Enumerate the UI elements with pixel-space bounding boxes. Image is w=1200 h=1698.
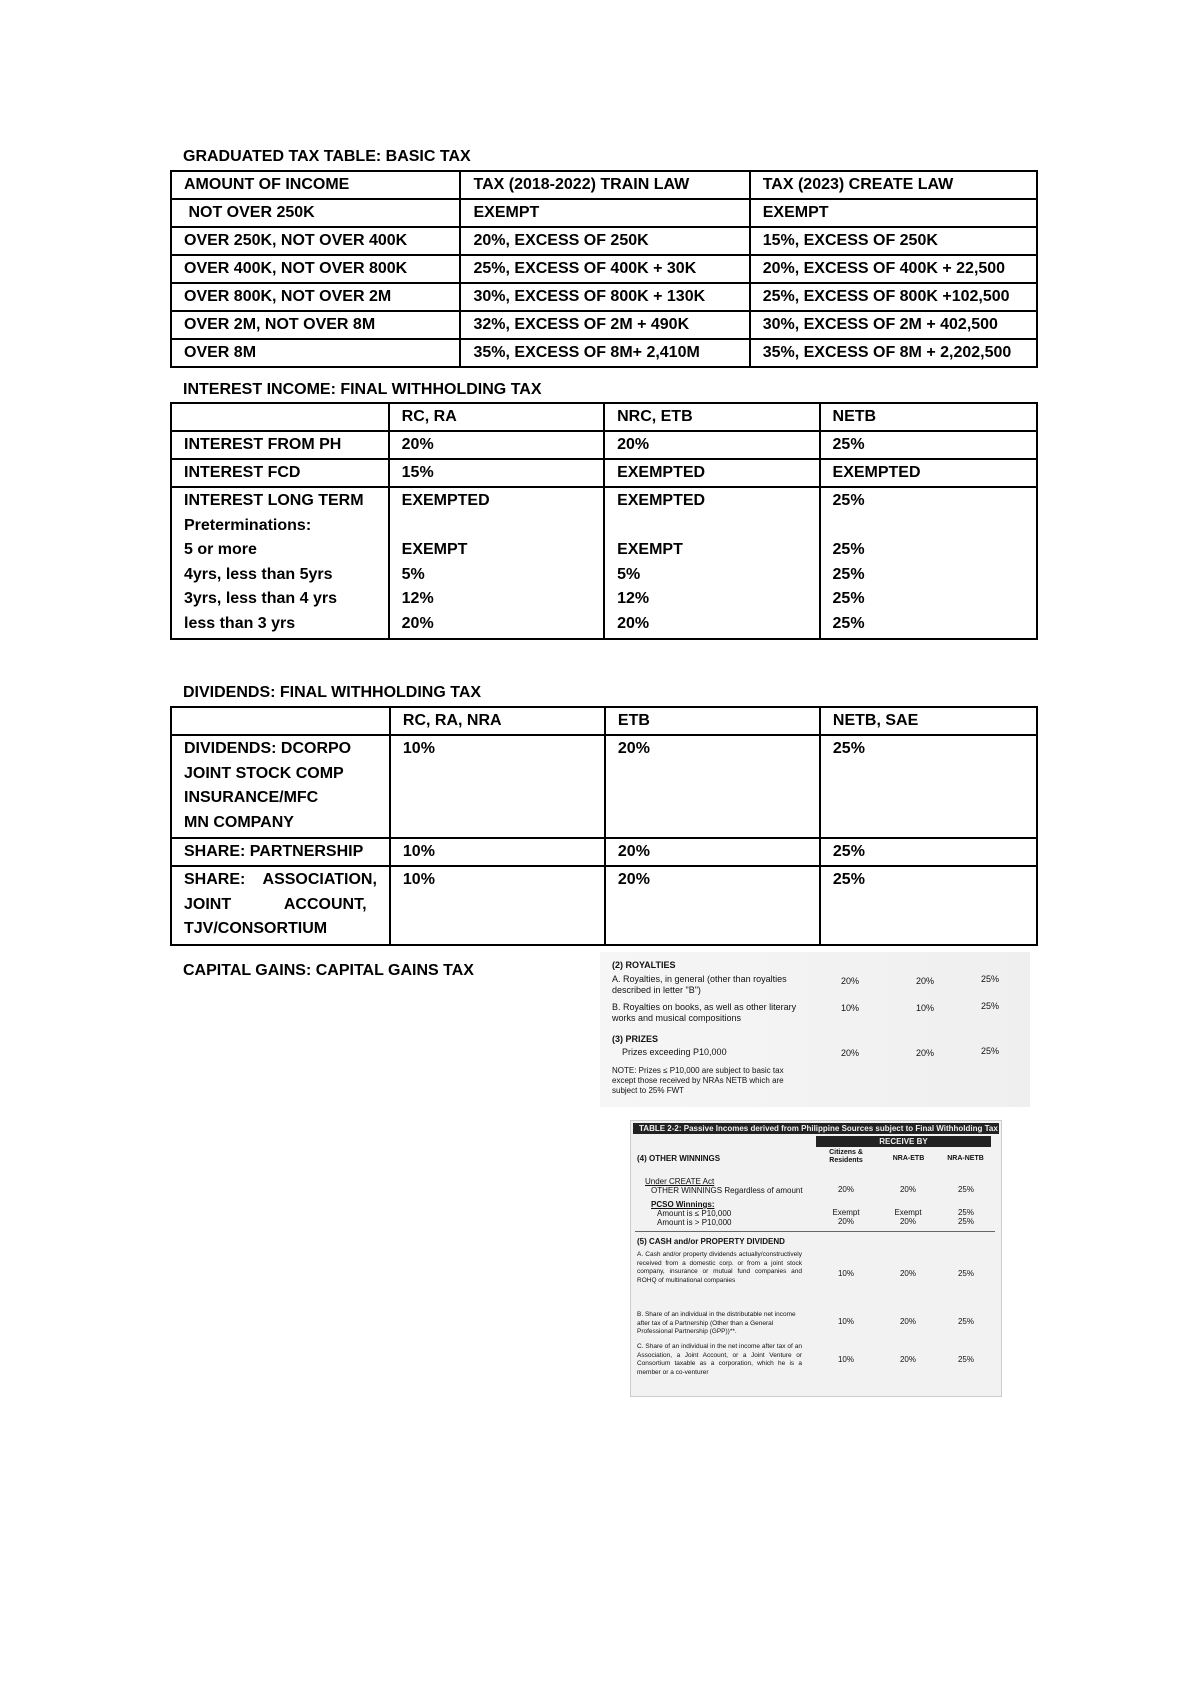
table-cell: INTEREST FROM PH bbox=[171, 431, 389, 459]
table-cell: 10% bbox=[390, 735, 605, 838]
preterminations-label: Preterminations: bbox=[184, 516, 312, 534]
table-cell: 10% bbox=[390, 838, 605, 866]
prizes-text: Prizes exceeding P10,000 bbox=[622, 1047, 727, 1057]
scanned-royalties-excerpt bbox=[600, 952, 1030, 1107]
royalty-b-value: 25% bbox=[980, 1001, 999, 1011]
table-header-cell: NRC, ETB bbox=[604, 403, 819, 431]
table-header-cell: RC, RA bbox=[389, 403, 604, 431]
table-header-cell: AMOUNT OF INCOME bbox=[171, 171, 460, 199]
interest-income-table bbox=[170, 402, 1038, 640]
table-row bbox=[171, 431, 1037, 459]
other-winnings-value: 20% bbox=[899, 1185, 916, 1194]
table-cell: EXEMPT bbox=[750, 199, 1037, 227]
graduated-tax-table bbox=[170, 170, 1038, 368]
table-row bbox=[171, 866, 1037, 945]
dividend-type-line: JOINT STOCK COMP bbox=[184, 764, 344, 782]
cash-c-text: C. Share of an individual in the net income after tax of an Association, a Joint Account, or a Joint Venture or Consortium taxable as a corporation, which he is a member or a co-venturer bbox=[637, 1343, 802, 1376]
sub-row-value: EXEMPT bbox=[617, 541, 683, 558]
table-row bbox=[171, 487, 1037, 639]
sub-row-value: 25% bbox=[832, 565, 865, 583]
pcso-a-text: Amount is ≤ P10,000 bbox=[657, 1209, 732, 1218]
other-winnings-text: OTHER WINNINGS Regardless of amount bbox=[651, 1186, 803, 1195]
dividends-title: DIVIDENDS: FINAL WITHHOLDING TAX bbox=[183, 684, 482, 701]
table-header-cell: TAX (2023) CREATE LAW bbox=[750, 171, 1037, 199]
table-cell: OVER 800K, NOT OVER 2M bbox=[171, 283, 460, 311]
cash-b-value: 20% bbox=[899, 1317, 916, 1326]
table-cell: 35%, EXCESS OF 8M+ 2,410M bbox=[460, 339, 749, 367]
table-header-row bbox=[171, 707, 1037, 735]
table-cell: 10% bbox=[390, 866, 605, 945]
pcso-a-value: Exempt bbox=[894, 1208, 922, 1217]
table-row bbox=[171, 838, 1037, 866]
table-row bbox=[171, 199, 1037, 227]
table-cell: NOT OVER 250K bbox=[171, 199, 460, 227]
sub-row-label: 5 or more bbox=[184, 541, 257, 558]
long-term-value: EXEMPTED bbox=[401, 492, 490, 509]
section-divider bbox=[635, 1231, 995, 1232]
royalty-a-value: 20% bbox=[840, 976, 859, 986]
pcso-label: PCSO Winnings: bbox=[651, 1200, 715, 1209]
table-header-row bbox=[171, 403, 1037, 431]
pcso-b-text: Amount is > P10,000 bbox=[657, 1218, 732, 1227]
prizes-heading: (3) PRIZES bbox=[612, 1034, 659, 1044]
long-term-value: EXEMPTED bbox=[617, 492, 706, 509]
table-cell: 25%, EXCESS OF 800K +102,500 bbox=[750, 283, 1037, 311]
long-term-label: INTEREST LONG TERM bbox=[184, 492, 364, 509]
table-cell: 20%, EXCESS OF 250K bbox=[460, 227, 749, 255]
table-cell bbox=[604, 487, 819, 639]
sub-row-value: 5% bbox=[617, 565, 641, 583]
cash-c-value: 25% bbox=[957, 1355, 974, 1364]
table-cell: 35%, EXCESS OF 8M + 2,202,500 bbox=[750, 339, 1037, 367]
table-row bbox=[171, 311, 1037, 339]
dividends-table bbox=[170, 706, 1038, 946]
table-cell bbox=[171, 866, 390, 945]
cash-a-value: 20% bbox=[899, 1269, 916, 1278]
table-header-row bbox=[171, 171, 1037, 199]
column-header: NRA-ETB bbox=[892, 1155, 925, 1162]
table-cell bbox=[389, 487, 604, 639]
pcso-a-value: 25% bbox=[957, 1208, 974, 1217]
sub-row-value: 12% bbox=[617, 590, 650, 607]
table-row bbox=[171, 459, 1037, 487]
sub-row-value: 12% bbox=[401, 590, 434, 607]
sub-row-label: less than 3 yrs bbox=[184, 614, 296, 632]
table-cell: OVER 2M, NOT OVER 8M bbox=[171, 311, 460, 339]
sub-row-value: 25% bbox=[832, 541, 865, 558]
interest-title: INTEREST INCOME: FINAL WITHHOLDING TAX bbox=[183, 381, 542, 398]
royalty-b-value: 10% bbox=[840, 1003, 859, 1013]
table-cell: 20% bbox=[605, 838, 820, 866]
pcso-b-value: 25% bbox=[957, 1217, 974, 1226]
sub-row-value: 20% bbox=[401, 614, 434, 632]
receive-by-header: RECEIVE BY bbox=[816, 1136, 991, 1147]
table-cell: 30%, EXCESS OF 2M + 402,500 bbox=[750, 311, 1037, 339]
share-type-line: TJV/CONSORTIUM bbox=[184, 920, 328, 937]
table-cell: 25%, EXCESS OF 400K + 30K bbox=[460, 255, 749, 283]
sub-row-label: 4yrs, less than 5yrs bbox=[184, 565, 333, 583]
cash-b-value: 25% bbox=[957, 1317, 974, 1326]
table-header-cell: ETB bbox=[605, 707, 820, 735]
cash-b-value: 10% bbox=[837, 1317, 854, 1326]
dividend-type-line: MN COMPANY bbox=[184, 813, 294, 831]
dividend-type-line: DIVIDENDS: DCORPO bbox=[184, 740, 352, 757]
cash-c-value: 20% bbox=[899, 1355, 916, 1364]
capital-gains-title: CAPITAL GAINS: CAPITAL GAINS TAX bbox=[183, 962, 474, 979]
table-cell: 25% bbox=[820, 866, 1037, 945]
table-cell: OVER 8M bbox=[171, 339, 460, 367]
table-cell: 20%, EXCESS OF 400K + 22,500 bbox=[750, 255, 1037, 283]
cash-a-value: 25% bbox=[957, 1269, 974, 1278]
long-term-value: 25% bbox=[832, 492, 865, 509]
sub-row-label: 3yrs, less than 4 yrs bbox=[184, 590, 337, 607]
royalty-a-text: A. Royalties, in general (other than royalties described in letter "B") bbox=[612, 974, 787, 995]
cash-dividend-heading: (5) CASH and/or PROPERTY DIVIDEND bbox=[637, 1237, 785, 1246]
column-header: NRA-NETB bbox=[947, 1155, 984, 1162]
other-winnings-heading: (4) OTHER WINNINGS bbox=[637, 1154, 721, 1163]
table-header-cell: NETB, SAE bbox=[820, 707, 1037, 735]
prizes-note: NOTE: Prizes ≤ P10,000 are subject to basic tax except those received by NRAs NETB which are subject to 25% FWT bbox=[612, 1066, 784, 1095]
cash-b-text: B. Share of an individual in the distributable net income after tax of a Partnership (Other than a General Professional Partnership (GPP))**. bbox=[637, 1311, 796, 1335]
under-create-label: Under CREATE Act bbox=[645, 1177, 715, 1186]
sub-row-value: 20% bbox=[617, 614, 650, 632]
table-row bbox=[171, 283, 1037, 311]
table-cell bbox=[820, 487, 1037, 639]
prizes-value: 25% bbox=[980, 1046, 999, 1056]
table-header-cell: RC, RA, NRA bbox=[390, 707, 605, 735]
royalty-b-value: 10% bbox=[915, 1003, 934, 1013]
pcso-b-value: 20% bbox=[837, 1217, 854, 1226]
other-winnings-value: 25% bbox=[957, 1185, 974, 1194]
share-type-line: SHARE: ASSOCIATION, bbox=[184, 871, 377, 888]
table-cell: INTEREST FCD bbox=[171, 459, 389, 487]
prizes-value: 20% bbox=[915, 1048, 934, 1058]
table-cell: OVER 400K, NOT OVER 800K bbox=[171, 255, 460, 283]
table-row bbox=[171, 255, 1037, 283]
scan-table-title: TABLE 2-2: Passive Incomes derived from Philippine Sources subject to Final Withholding Tax bbox=[633, 1123, 999, 1134]
table-header-cell bbox=[171, 403, 389, 431]
table-row bbox=[171, 735, 1037, 838]
cash-c-value: 10% bbox=[837, 1355, 854, 1364]
cash-a-text: A. Cash and/or property dividends actually/constructively received from a domestic corp. or from a joint stock company, insurance or mutual fund companies and ROHQ of multinational companies bbox=[637, 1251, 802, 1284]
table-cell: 25% bbox=[820, 735, 1037, 838]
royalty-b-text: B. Royalties on books, as well as other literary works and musical compositions bbox=[612, 1002, 797, 1023]
share-type-line: JOINT ACCOUNT, bbox=[184, 895, 367, 913]
table-cell: OVER 250K, NOT OVER 400K bbox=[171, 227, 460, 255]
table-cell: SHARE: PARTNERSHIP bbox=[171, 838, 390, 866]
table-cell bbox=[171, 487, 389, 639]
dividend-type-line: INSURANCE/MFC bbox=[184, 789, 319, 806]
sub-row-value: 25% bbox=[832, 614, 865, 632]
graduated-title: GRADUATED TAX TABLE: BASIC TAX bbox=[183, 148, 471, 165]
table-cell: EXEMPT bbox=[460, 199, 749, 227]
prizes-value: 20% bbox=[840, 1048, 859, 1058]
table-cell: EXEMPTED bbox=[604, 459, 819, 487]
table-cell: 32%, EXCESS OF 2M + 490K bbox=[460, 311, 749, 339]
table-row bbox=[171, 339, 1037, 367]
scanned-passive-income-table bbox=[630, 1120, 1002, 1397]
table-cell: 20% bbox=[605, 735, 820, 838]
pcso-a-value: Exempt bbox=[832, 1208, 860, 1217]
table-header-cell: TAX (2018-2022) TRAIN LAW bbox=[460, 171, 749, 199]
royalty-a-value: 25% bbox=[980, 974, 999, 984]
table-cell bbox=[171, 735, 390, 838]
table-row bbox=[171, 227, 1037, 255]
table-header-cell bbox=[171, 707, 390, 735]
table-cell: EXEMPTED bbox=[820, 459, 1037, 487]
cash-a-value: 10% bbox=[837, 1269, 854, 1278]
column-header: Citizens & Residents bbox=[829, 1149, 863, 1164]
table-cell: 15%, EXCESS OF 250K bbox=[750, 227, 1037, 255]
table-cell: 20% bbox=[389, 431, 604, 459]
royalty-a-value: 20% bbox=[915, 976, 934, 986]
table-cell: 20% bbox=[605, 866, 820, 945]
table-header-cell: NETB bbox=[820, 403, 1037, 431]
table-cell: 30%, EXCESS OF 800K + 130K bbox=[460, 283, 749, 311]
table-cell: 25% bbox=[820, 838, 1037, 866]
royalties-heading: (2) ROYALTIES bbox=[612, 960, 676, 970]
table-cell: 20% bbox=[604, 431, 819, 459]
pcso-b-value: 20% bbox=[899, 1217, 916, 1226]
table-cell: 25% bbox=[820, 431, 1037, 459]
table-cell: 15% bbox=[389, 459, 604, 487]
sub-row-value: 25% bbox=[832, 590, 865, 607]
sub-row-value: 5% bbox=[401, 565, 425, 583]
sub-row-value: EXEMPT bbox=[401, 541, 468, 558]
other-winnings-value: 20% bbox=[837, 1185, 854, 1194]
